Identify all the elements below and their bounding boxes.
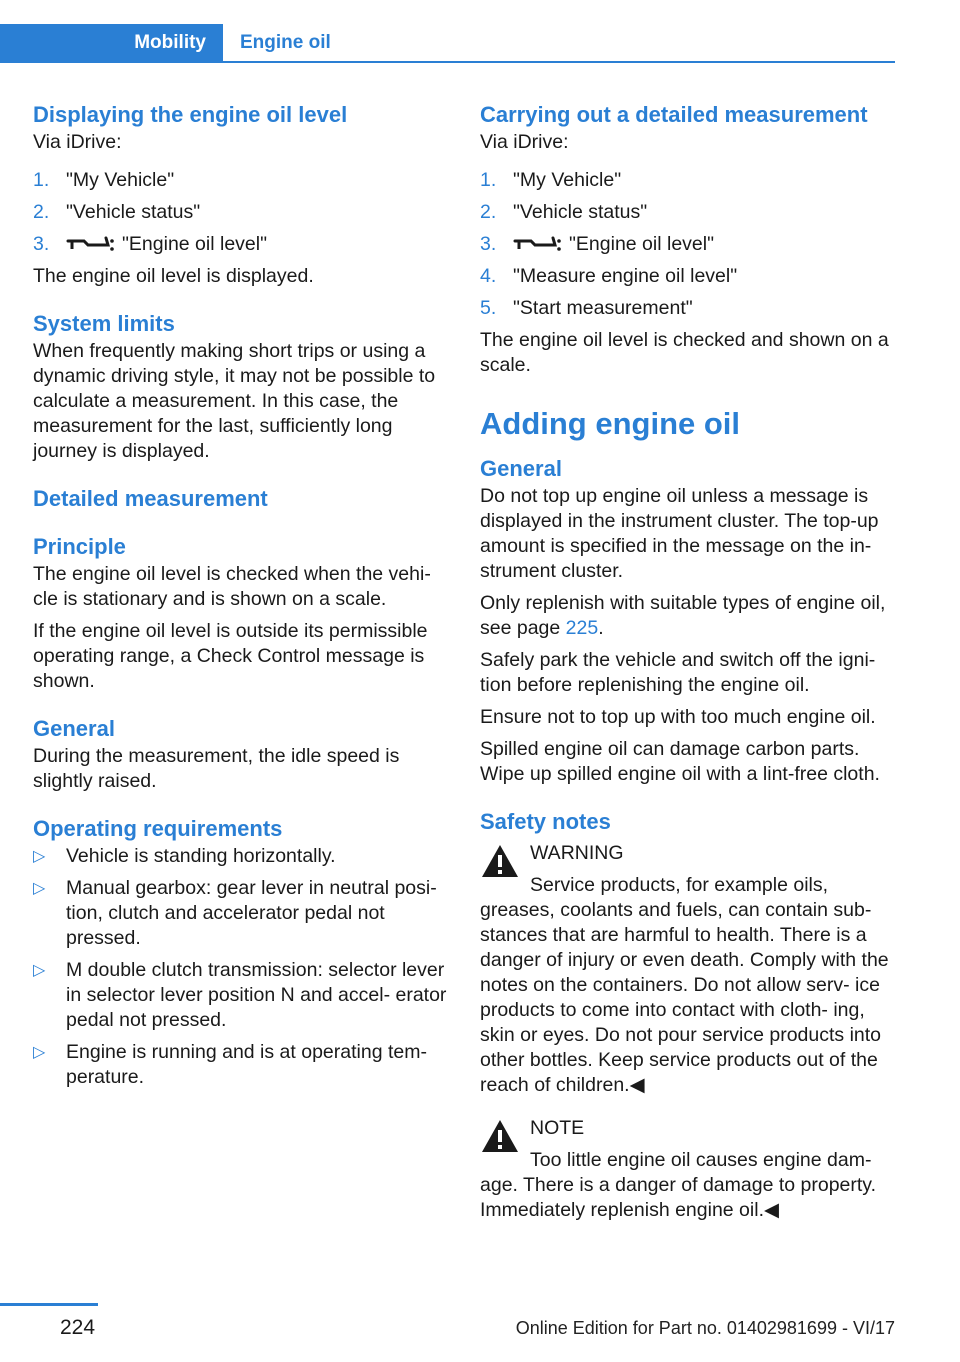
heading-principle: Principle (33, 534, 126, 559)
heading-general: General (480, 456, 562, 481)
general-text: During the measurement, the idle speed is slightly raised. (33, 745, 400, 792)
left-column (33, 100, 451, 1097)
via-idrive-label: Via iDrive: (480, 131, 569, 153)
step-item: 2. "Vehicle status" (33, 201, 201, 223)
heading-system-limits: System limits (33, 311, 175, 336)
adding-general-text-2: Only replenish with suitable types of engine oil, see page 225. (480, 592, 886, 639)
adding-general-text-5: Spilled engine oil can damage carbon parts. Wipe up spilled engine oil with a lint-free cloth. (480, 738, 880, 785)
adding-general-text-4: Ensure not to top up with too much engine oil. (480, 706, 876, 728)
chapter-tab-engine-oil[interactable]: Engine oil (240, 32, 331, 53)
page-number: 224 (60, 1316, 96, 1339)
list-item: ▷ M double clutch transmission: selector lever in selector lever position N and accel‐ erator pedal not pressed. (33, 959, 447, 1031)
step-item: 3. "Engine oil level" (33, 233, 268, 255)
heading-displaying-oil-level: Displaying the engine oil level (33, 102, 348, 127)
page-reference-link[interactable]: 225 (565, 617, 599, 639)
page-header (0, 24, 895, 63)
measurement-result: The engine oil level is checked and shown on a scale. (480, 329, 889, 376)
step-item: 4. "Measure engine oil level" (480, 265, 738, 287)
footer-edition: Online Edition for Part no. 01402981699 - VI/17 (515, 1318, 895, 1338)
principle-text-1: The engine oil level is checked when the vehi‐ cle is stationary and is shown on a scale. (33, 563, 431, 610)
step-item: 5. "Start measurement" (480, 297, 693, 319)
bullet-triangle-icon: ▷ (33, 962, 46, 979)
measurement-steps (480, 168, 898, 328)
step-item: 1. "My Vehicle" (33, 169, 175, 191)
note-title: NOTE (530, 1117, 585, 1139)
operating-requirements-list (33, 844, 451, 1090)
step-item: 1. "My Vehicle" (480, 169, 622, 191)
step-item: 3. "Engine oil level" (480, 233, 715, 255)
section-tab-mobility[interactable]: Mobility (0, 24, 223, 61)
list-item: ▷ Vehicle is standing horizontally. (33, 845, 336, 867)
bullet-triangle-icon: ▷ (33, 880, 46, 897)
adding-general-text-1: Do not top up engine oil unless a message is displayed in the instrument cluster. The top-up amount is specified in the message on the in‐ strument cluster. (480, 485, 879, 582)
displaying-steps (33, 168, 451, 264)
warning-title: WARNING (530, 842, 624, 864)
warning-box (480, 841, 898, 1098)
list-item: ▷ Manual gearbox: gear lever in neutral posi‐ tion, clutch and accelerator pedal not pressed. (33, 877, 437, 949)
heading-detailed-measurement: Detailed measurement (33, 486, 268, 511)
heading-carrying-out-measurement: Carrying out a detailed measurement (480, 102, 868, 127)
heading-operating-requirements: Operating requirements (33, 816, 283, 841)
heading-safety-notes: Safety notes (480, 809, 611, 834)
via-idrive-label: Via iDrive: (33, 131, 122, 153)
heading-adding-engine-oil: Adding engine oil (480, 406, 741, 441)
adding-general-text-3: Safely park the vehicle and switch off the igni‐ tion before replenishing the engine oil. (480, 649, 876, 696)
heading-general: General (33, 716, 115, 741)
note-text: Too little engine oil causes engine dam‐ age. There is a danger of damage to property. Immediately replenish engine oil.◀ (480, 1149, 877, 1221)
bullet-triangle-icon: ▷ (33, 1044, 46, 1061)
note-box (480, 1116, 898, 1223)
principle-text-2: If the engine oil level is outside its permissible operating range, a Check Control message is shown. (33, 620, 428, 692)
step-item: 2. "Vehicle status" (480, 201, 648, 223)
list-item: ▷ Engine is running and is at operating tem‐ perature. (33, 1041, 427, 1088)
warning-triangle-icon (480, 843, 520, 879)
warning-triangle-icon (480, 1118, 520, 1154)
system-limits-text: When frequently making short trips or using a dynamic driving style, it may not be possible to calculate a measurement. In this case, the measurement for the last, sufficiently long journey is displayed. (33, 340, 436, 462)
right-column (480, 100, 898, 1223)
footer-rule (0, 1303, 98, 1306)
oil-dipstick-icon (66, 235, 114, 255)
warning-text: Service products, for example oils, greases, coolants and fuels, can contain sub‐ stances that are harmful to health. There is a danger of injury or even death. Comply with the notes on the containers. Do not allow serv‐ ice products to come into contact with cloth‐ ing, skin or eyes. Do not pour service products into other bottles. Keep service products out of the reach of children.◀ (480, 874, 889, 1096)
bullet-triangle-icon: ▷ (33, 848, 46, 865)
displaying-result: The engine oil level is displayed. (33, 265, 314, 287)
oil-dipstick-icon (513, 235, 561, 255)
